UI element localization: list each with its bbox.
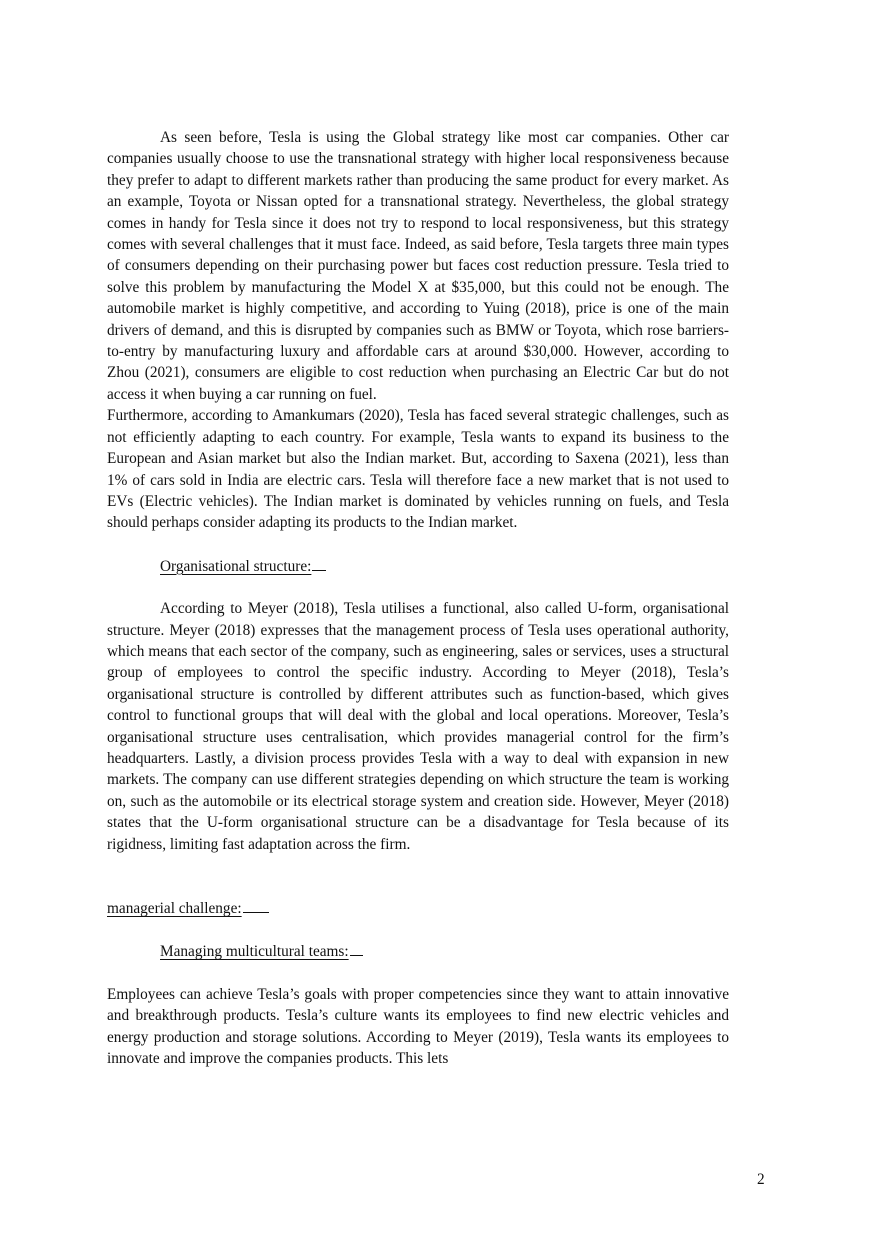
page-body [107,127,729,1069]
paragraph-employees-competencies: Employees can achieve Tesla’s goals with proper competencies since they want to attain innovative and breakthrough products. Tesla’s culture wants its employees to find new electric vehicles and energy production and storage solutions. According to Meyer (2019), Tesla wants its employees to innovate and improve the companies products. This lets [107,985,729,1068]
heading-managing-multicultural-teams [107,940,729,962]
heading-underline-trail [312,555,326,571]
heading-managerial-challenge [107,897,729,919]
heading-underline-trail [243,897,269,913]
heading-managing-multicultural-teams-text: Managing multicultural teams: [160,943,349,961]
heading-organisational-structure [107,555,729,577]
heading-underline-trail [350,940,363,956]
paragraph-global-strategy: As seen before, Tesla is using the Global strategy like most car companies. Other car companies usually choose to use the transnational strategy with higher local responsiveness because they prefer to adapt to different markets rather than producing the same product for every market. As an example, Toyota or Nissan opted for a transnational strategy. Nevertheless, the global strategy comes in handy for Tesla since it does not try to respond to local responsiveness, but this strategy comes with several challenges that it must face. Indeed, as said before, Tesla targets three main types of consumers depending on their purchasing power but faces cost reduction pressure. Tesla tried to solve this problem by manufacturing the Model X at $35,000, but this could not be enough. The automobile market is highly competitive, and according to Yuing (2018), price is one of the main drivers of demand, and this is disrupted by companies such as BMW or Toyota, which rose barriers-to-entry by manufacturing luxury and affordable cars at around $30,000. However, according to Zhou (2021), consumers are eligible to cost reduction when purchasing an Electric Car but do not access it when buying a car running on fuel. [107,129,729,403]
page-number: 2 [757,1171,765,1188]
paragraph-u-form-structure: According to Meyer (2018), Tesla utilises a functional, also called U-form, organisational structure. Meyer (2018) expresses that the management process of Tesla uses operational authority, which means that each sector of the company, such as engineering, sales or services, uses a structural group of employees to control the specific industry. According to Meyer (2018), Tesla’s organisational structure is controlled by different attributes such as function-based, which gives control to functional groups that will deal with the global and local operations. Moreover, Tesla’s organisational structure uses centralisation, which provides managerial control for the firm’s headquarters. Lastly, a division process provides Tesla with a way to deal with expansion in new markets. The company can use different strategies depending on which structure the team is working on, such as the automobile or its electrical storage system and creation side. However, Meyer (2018) states that the U-form organisational structure can be a disadvantage for Tesla because of its rigidness, limiting fast adaptation across the firm. [107,600,729,853]
heading-organisational-structure-text: Organisational structure: [160,557,312,575]
heading-managerial-challenge-text: managerial challenge: [107,900,242,917]
paragraph-strategic-challenges: Furthermore, according to Amankumars (2020), Tesla has faced several strategic challenges, such as not efficiently adapting to each country. For example, Tesla wants to expand its business to the European and Asian market but also the Indian market. But, according to Saxena (2021), less than 1% of cars sold in India are electric cars. Tesla will therefore face a new market that is not used to EVs (Electric vehicles). The Indian market is dominated by vehicles running on fuels, and Tesla should perhaps consider adapting its products to the Indian market. [107,407,729,532]
